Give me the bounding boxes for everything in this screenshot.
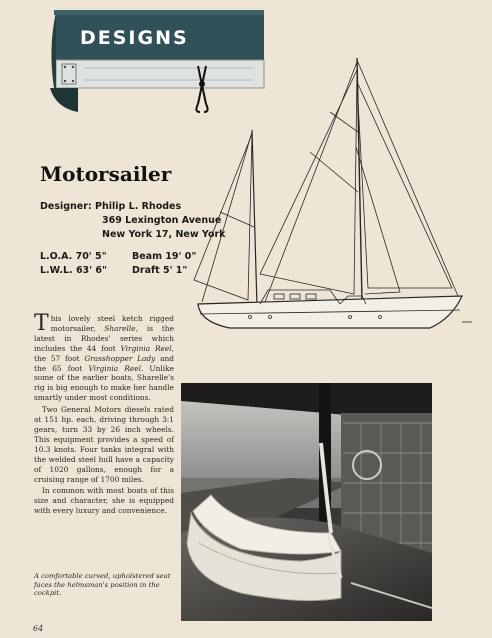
designs-label: DESIGNS — [80, 27, 189, 49]
lwl-value: L.W.L. 63' 6" — [40, 265, 107, 276]
sail-plan-drawing — [190, 52, 475, 342]
designer-street: 369 Lexington Avenue — [102, 215, 222, 226]
cockpit-photo — [181, 383, 432, 621]
designer-city: New York 17, New York — [102, 229, 226, 240]
paragraph-1: This lovely steel ketch rigged motorsailer, Sharelle, is the latest in Rhodes' series which includes the 44 foot Virginia Reel, the 57 foot Grasshopper Lady and the 65 foot Virginia Reel. Unlike some of the earlier boats, Sharelle's rig is big enough to make her handle smartly under most conditions. — [34, 311, 175, 403]
designer-name: Designer: Philip L. Rhodes — [40, 201, 182, 212]
drop-cap: T — [34, 311, 49, 336]
paragraph-2: Two General Motors diesels rated at 151 hp. each, driving through 3:1 gears, turn 33 by 26 inch wheels. This equipment provides a speed of 10.3 knots. Four tanks integral with the welded steel hull have a capacity of 1020 gallons, enough for a cruising range of 1700 miles. — [34, 405, 174, 484]
beam-value: Beam 19' 0" — [132, 251, 197, 262]
article-title: Motorsailer — [40, 162, 172, 186]
loa-value: L.O.A. 70' 5" — [40, 251, 107, 262]
paragraph-3: In common with most boats of this size and character, she is equipped with every luxury and convenience. — [34, 486, 174, 516]
photo-caption: A comfortable curved, upholstered seat faces the helmsman's position in the cockpit. — [34, 572, 171, 598]
draft-value: Draft 5' 1" — [132, 265, 188, 276]
page-number: 64 — [33, 624, 44, 633]
article-body — [34, 311, 175, 518]
